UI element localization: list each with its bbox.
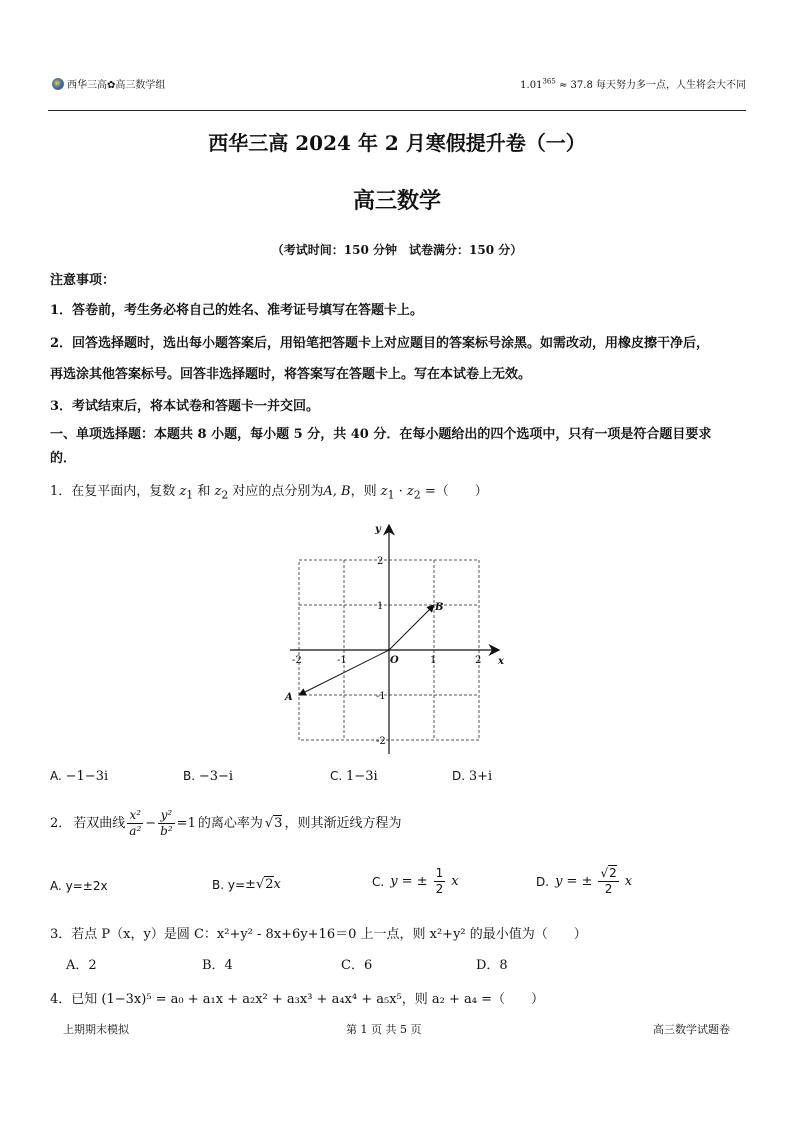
option-value: −3−i [198, 769, 234, 784]
header-left [52, 76, 165, 91]
q2c-prefix: y = ± [390, 874, 428, 889]
note-item-1: 1．答卷前，考生务必将自己的姓名、准考证号填写在答题卡上。 [50, 303, 424, 318]
q1-z1b: z [380, 484, 388, 499]
note-item-2a: 2．回答选择题时，选出每小题答案后，用铅笔把答题卡上对应题目的答案标号涂黑。如需改动，用橡皮擦干净后， [50, 336, 710, 351]
note-item-2b: 再选涂其他答案标号。回答非选择题时，将答案写在答题卡上。写在本试卷上无效。 [50, 367, 532, 382]
q2-option-b[interactable] [212, 877, 281, 892]
complex-plane-figure [280, 518, 510, 758]
q2b-root: √2 [255, 877, 274, 892]
exam-info: （考试时间：150 分钟 试卷满分：150 分） [271, 243, 523, 257]
q1-sub-2b: 2 [413, 488, 421, 502]
q1-sub-2: 2 [221, 488, 229, 502]
q2b-radicand: 2 [265, 877, 274, 892]
vector-ob [389, 605, 434, 650]
q2-minus: − [145, 815, 157, 831]
q2d-fraction [598, 866, 618, 897]
x-tick-neg1: -1 [337, 655, 347, 666]
option-label: B. y= [212, 877, 246, 892]
question-number: 2． [50, 815, 72, 831]
header-motto: ≈ 37.8 每天努力多一点，人生将会大不同 [555, 80, 746, 91]
question-2-stem [50, 808, 401, 839]
header-formula-base: 1.01 [520, 80, 543, 91]
x-tick-1: 1 [430, 655, 437, 666]
question-number: 1． [50, 484, 72, 499]
x-tick-neg2: -2 [292, 655, 302, 666]
q2-sqrt3-radicand: 3 [274, 815, 283, 831]
q1-and: 和 [197, 484, 211, 499]
q1-sub-1b: 1 [387, 488, 395, 502]
question-4-stem: 4．已知 (1−3x)⁵ = a₀ + a₁x + a₂x² + a₃x³ + a₄x⁴ + a₅x⁵，则 a₂ + a₄ =（ ） [50, 992, 544, 1007]
header-formula-exp: 365 [542, 77, 556, 86]
q1-text-4: =（ ） [424, 484, 488, 499]
paper-title: 西华三高 2024 年 2 月寒假提升卷（一） [208, 131, 586, 155]
q1-z2: z [214, 484, 222, 499]
q2d-num: √2 [600, 866, 617, 880]
option-label: B. [183, 769, 196, 783]
section-heading-line1: 一、单项选择题：本题共 8 小题，每小题 5 分，共 40 分．在每小题给出的四个选项中，只有一项是符合题目要求 [50, 427, 712, 442]
footer-page-number: 第 1 页 共 5 页 [346, 1023, 422, 1036]
q2d-x: x [624, 874, 633, 889]
q1-text-3: ，则 [350, 484, 377, 499]
point-a-label: A [285, 692, 293, 703]
header-right [520, 76, 746, 91]
q2-a2: a² [129, 824, 142, 838]
footer-right: 高三数学试题卷 [653, 1023, 730, 1036]
y-tick-2: 2 [377, 556, 384, 567]
q2-sqrt3: √3 [264, 815, 283, 831]
y-axis-label: y [375, 524, 381, 535]
q2-text-2: 的离心率为 [197, 815, 263, 831]
q2d-radicand: 2 [609, 866, 617, 880]
y-tick-1: 1 [377, 601, 384, 612]
header-divider [48, 110, 746, 111]
q2-option-c[interactable] [372, 866, 459, 897]
question-1-stem: 1．在复平面内，复数 $z_1$ 和 $z_2$ 对应的点分别为A, B，则 $z_1 \cdot z_2$ =（ ） [50, 484, 488, 502]
option-label: C. [372, 874, 385, 889]
q2-text-3: ，则其渐近线方程为 [284, 815, 402, 831]
q2b-x: x [273, 877, 281, 892]
q2c-num: 1 [435, 866, 444, 880]
notes-heading: 注意事项： [50, 273, 116, 288]
q2d-prefix: y = ± [555, 874, 593, 889]
header-left-text: 西华三高✿高三数学组 [67, 80, 166, 91]
q3-option-b[interactable]: B．4 [202, 958, 233, 973]
school-logo-icon [52, 78, 64, 90]
note-item-3: 3．考试结束后，将本试卷和答题卡一并交回。 [50, 399, 320, 414]
x-axis-label: x [498, 656, 504, 667]
q1-z1: z [179, 484, 187, 499]
q2-option-a[interactable]: A. y=±2x [50, 879, 108, 893]
q2-y2: y² [158, 808, 175, 824]
q2c-fraction [434, 866, 446, 897]
x-tick-2: 2 [475, 655, 482, 666]
paper-subtitle: 高三数学 [352, 188, 441, 214]
footer-left: 上期期末模拟 [63, 1023, 129, 1036]
option-label: D. [536, 874, 550, 889]
y-tick-neg2: -2 [376, 736, 386, 747]
q1-z2b: z [406, 484, 414, 499]
q1-sub-1: 1 [186, 488, 194, 502]
option-value: −1−3i [65, 769, 109, 784]
q2-x2: x² [127, 808, 143, 824]
q2c-den: 2 [435, 882, 444, 896]
q2c-x: x [451, 874, 459, 889]
q2b-pm: ± [245, 877, 256, 892]
q1-option-c[interactable] [330, 769, 378, 784]
q1-points: A, B [323, 484, 351, 499]
section-heading-line2: 的． [50, 451, 77, 466]
q3-option-d[interactable]: D．8 [476, 958, 508, 973]
q1-text-2: 对应的点分别为 [232, 484, 324, 499]
q2-text-1: 若双曲线 [73, 815, 126, 831]
question-3-stem: 3．若点 P（x，y）是圆 C：x²+y² - 8x+6y+16＝0 上一点，则 x²+y² 的最小值为（ ） [50, 927, 587, 942]
q2-b2: b² [160, 824, 173, 838]
q2-option-d[interactable] [536, 866, 632, 897]
q2d-den: 2 [604, 882, 613, 896]
option-label: D. [452, 769, 466, 783]
q1-text-1: 在复平面内，复数 [71, 484, 176, 499]
q2-equals: =1 [176, 815, 196, 831]
q3-option-a[interactable]: A．2 [66, 958, 97, 973]
option-label: C. [330, 769, 343, 783]
q2-fraction-x [127, 808, 143, 839]
q1-option-d[interactable] [452, 769, 492, 784]
option-value: 1−3i [346, 769, 378, 784]
q1-option-a[interactable] [50, 769, 108, 784]
y-tick-neg1: -1 [376, 691, 386, 702]
point-b-label: B [435, 602, 444, 613]
q2-fraction-y [158, 808, 175, 839]
option-label: A. [50, 769, 62, 783]
origin-label: O [390, 655, 399, 666]
q1-option-b[interactable] [183, 769, 233, 784]
q3-option-c[interactable]: C．6 [341, 958, 373, 973]
option-value: 3+i [468, 769, 493, 784]
